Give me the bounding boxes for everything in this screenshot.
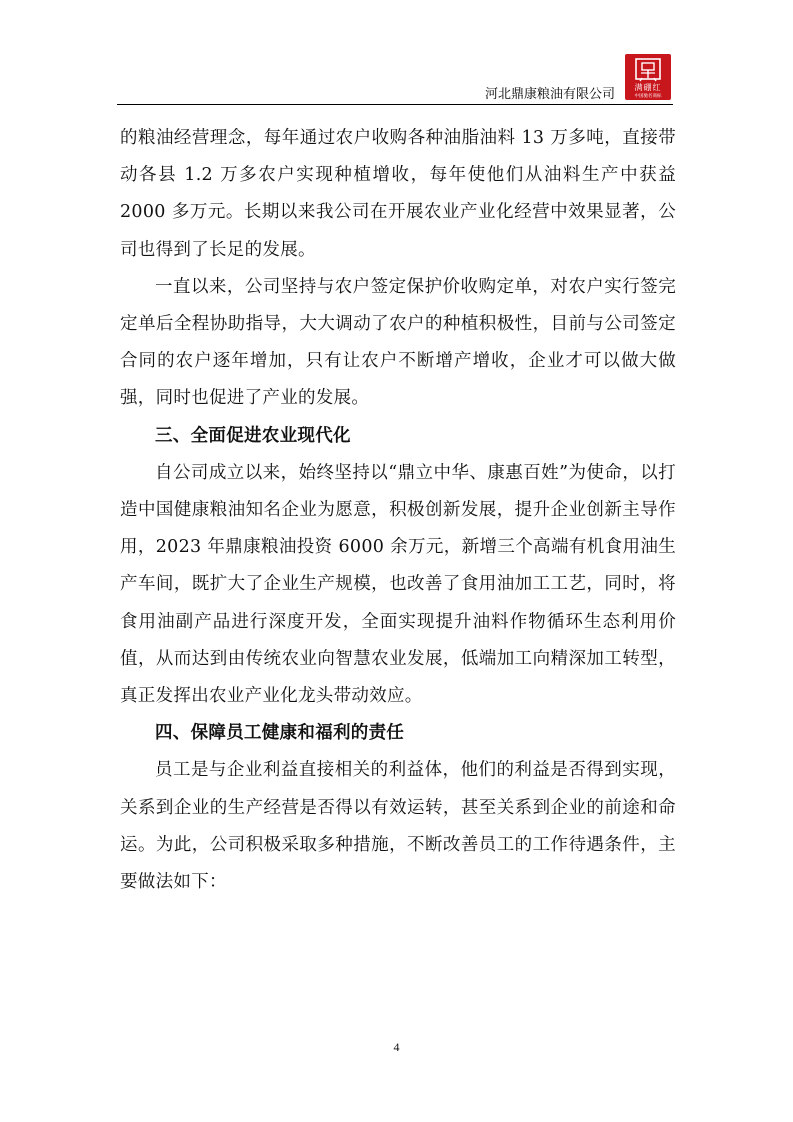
page-header bbox=[117, 52, 673, 105]
paragraph-1: 的粮油经营理念，每年通过农户收购各种油脂油料 13 万多吨，直接带动各县 1.2 万多农户实现种植增收，每年使他们从油料生产中获益 2000 多万元。长期以来我公司在开展农业产业化经营中效果显著，公司也得到了长足的发展。 bbox=[120, 128, 676, 260]
paragraph-4: 员工是与企业利益直接相关的利益体，他们的利益是否得到实现，关系到企业的生产经营是否得以有效运转，甚至关系到企业的前途和命运。为此，公司积极采取多种措施，不断改善员工的工作待遇条件，主要做法如下： bbox=[120, 760, 676, 893]
document-body bbox=[120, 120, 676, 901]
ding-vessel-icon bbox=[633, 58, 663, 82]
paragraph-3: 自公司成立以来，始终坚持以“鼎立中华、康惠百姓”为使命，以打造中国健康粮油知名企业为愿意，积极创新发展，提升企业创新主导作用，2023 年鼎康粮油投资 6000 余万元，新增三个高端有机食用油生产车间，既扩大了企业生产规模，也改善了食用油加工工艺，同时，将食用油副产品进行深度开发，全面实现提升油料作物循环生态利用价值，从而达到由传统农业向智慧农业发展，低端加工向精深加工转型，真正发挥出农业产业化龙头带动效应。 bbox=[120, 462, 676, 707]
logo-tagline: 中国驰名商标 bbox=[634, 93, 662, 99]
paragraph-2: 一直以来，公司坚持与农户签定保护价收购定单，对农户实行签完定单后全程协助指导，大大调动了农户的种植积极性，目前与公司签定合同的农户逐年增加，只有让农户不断增产增收，企业才可以做大做强，同时也促进了产业的发展。 bbox=[120, 276, 676, 409]
page-number: 4 bbox=[393, 1040, 400, 1054]
logo-brand: 满硼红 bbox=[634, 83, 662, 92]
company-logo bbox=[625, 54, 671, 100]
section-heading-4: 四、保障员工健康和福利的责任 bbox=[155, 723, 405, 744]
company-name: 河北鼎康粮油有限公司 bbox=[484, 87, 615, 102]
section-heading-3: 三、全面促进农业现代化 bbox=[155, 425, 351, 446]
